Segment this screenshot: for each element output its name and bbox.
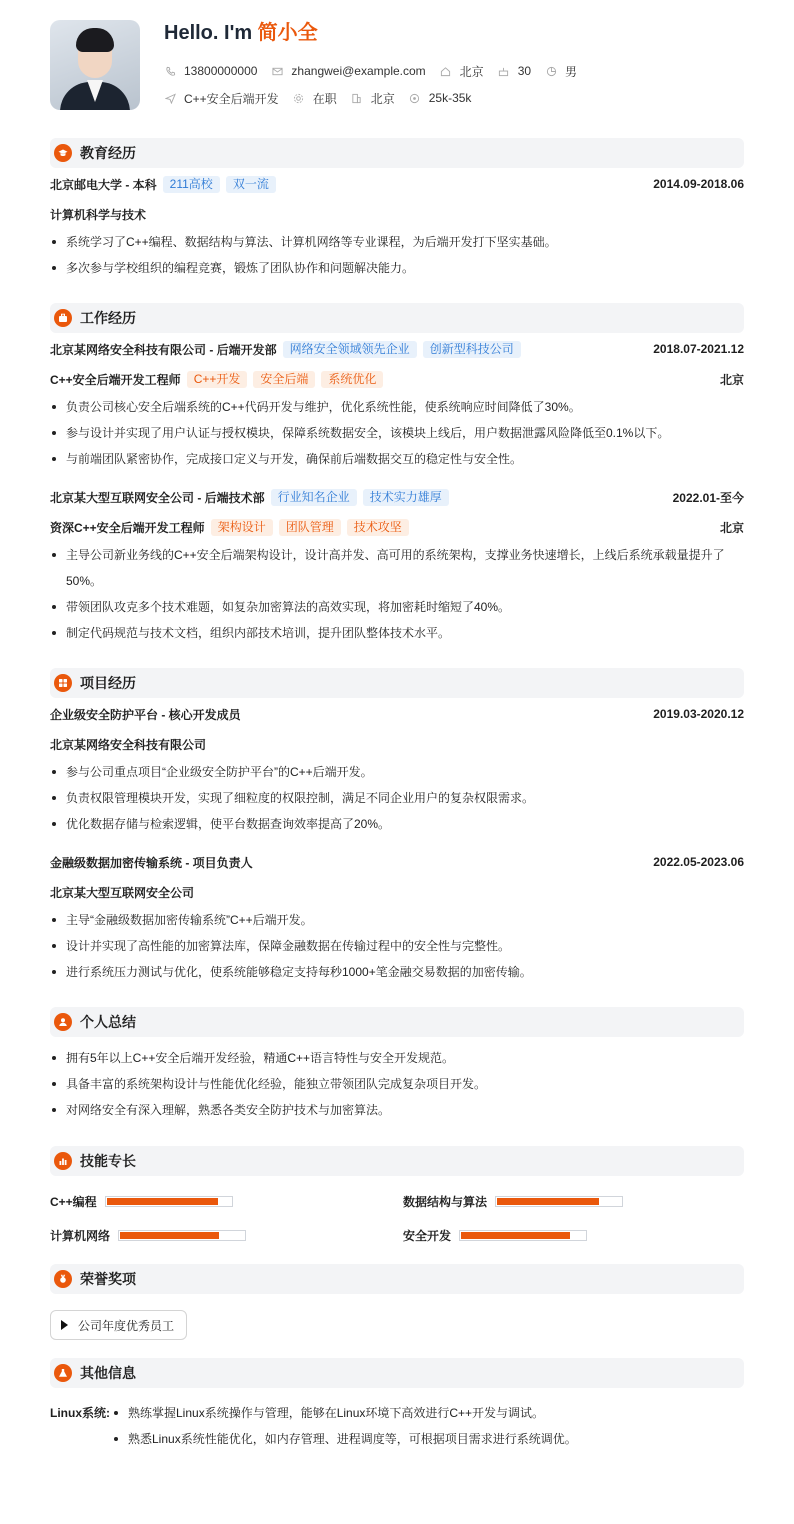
position-item: C++安全后端开发	[164, 90, 279, 107]
job-role-row	[50, 364, 744, 394]
list-item: 参与公司重点项目“企业级安全防护平台”的C++后端开发。	[50, 759, 744, 785]
project-bullets	[50, 759, 744, 837]
school-name: 北京邮电大学 - 本科	[50, 177, 157, 192]
job-location: 北京	[719, 520, 744, 535]
list-item: 进行系统压力测试与优化，使系统能够稳定支持每秒1000+笔金融交易数据的加密传输。	[50, 959, 744, 985]
list-item: 负责公司核心安全后端系统的C++代码开发与维护，优化系统性能，使系统响应时间降低了30%。	[50, 394, 744, 420]
skill-bar	[118, 1230, 246, 1241]
avatar	[50, 20, 140, 110]
role-tag: 团队管理	[279, 519, 341, 536]
gender-icon	[545, 65, 557, 77]
list-item: 负责权限管理模块开发，实现了细粒度的权限控制，满足不同企业用户的复杂权限需求。	[50, 785, 744, 811]
job-role: 资深C++安全后端开发工程师	[50, 520, 205, 535]
job-role-row	[50, 512, 744, 542]
city-item: 北京	[351, 90, 395, 107]
education-section	[50, 169, 744, 281]
project-row	[50, 847, 744, 877]
company-name: 北京某大型互联网安全公司 - 后端技术部	[50, 490, 265, 505]
job-bullets	[50, 542, 744, 646]
list-item: 拥有5年以上C++安全后端开发经验，精通C++语言特性与安全开发规范。	[50, 1045, 744, 1071]
personal-info	[164, 20, 591, 111]
job-period: 2018.07-2021.12	[653, 342, 744, 356]
company-name: 北京某网络安全科技有限公司 - 后端开发部	[50, 342, 277, 357]
school-tag: 双一流	[226, 176, 276, 193]
candidate-name: 简小全	[257, 22, 318, 44]
flask-icon	[54, 1364, 72, 1382]
company-tag: 技术实力雄厚	[363, 489, 449, 506]
projects-section-header	[50, 668, 744, 698]
list-item: 主导公司新业务线的C++安全后端架构设计，设计高并发、高可用的系统架构，支撑业务快速增长，上线后系统承载量提升了50%。	[50, 542, 744, 594]
role-tag: C++开发	[187, 371, 248, 388]
list-item: 与前端团队紧密协作，完成接口定义与开发，确保前后端数据交互的稳定性与安全性。	[50, 446, 744, 472]
other-bullets	[112, 1400, 577, 1452]
grid-icon	[54, 674, 72, 692]
major-row	[50, 199, 744, 229]
skill-item	[50, 1190, 403, 1212]
resume-header	[50, 20, 744, 138]
skill-name: 计算机网络	[50, 1228, 111, 1243]
work-section-header	[50, 303, 744, 333]
greeting-title: Hello. I'm 简小全	[164, 22, 318, 44]
skill-item	[403, 1224, 744, 1246]
skill-bar-fill	[497, 1198, 599, 1205]
project-org-row	[50, 729, 744, 759]
education-row	[50, 169, 744, 199]
skill-bar	[495, 1196, 623, 1207]
section-title: 其他信息	[80, 1365, 136, 1381]
job-bullets	[50, 394, 744, 472]
project-name: 企业级安全防护平台 - 核心开发成员	[50, 707, 241, 722]
education-bullets	[50, 229, 744, 281]
skill-item	[50, 1224, 403, 1246]
section-title: 教育经历	[80, 145, 136, 161]
play-icon	[61, 1320, 68, 1330]
bar-chart-icon	[54, 1152, 72, 1170]
section-title: 技能专长	[80, 1153, 136, 1169]
send-icon	[164, 92, 176, 104]
project-row	[50, 699, 744, 729]
list-item: 熟悉Linux系统性能优化，如内存管理、进程调度等，可根据项目需求进行系统调优。	[112, 1426, 577, 1452]
list-item: 设计并实现了高性能的加密算法库，保障金融数据在传输过程中的安全性与完整性。	[50, 933, 744, 959]
skill-name: 安全开发	[403, 1228, 452, 1243]
email-item: zhangwei@example.com	[271, 64, 425, 78]
project-org: 北京某大型互联网安全公司	[50, 885, 195, 900]
skill-bar	[459, 1230, 587, 1241]
education-section-header	[50, 138, 744, 168]
award-label: 公司年度优秀员工	[78, 1318, 175, 1333]
work-section	[50, 334, 744, 646]
role-tag: 系统优化	[321, 371, 383, 388]
role-tag: 技术攻坚	[347, 519, 409, 536]
salary-item: 25k-35k	[409, 91, 472, 105]
briefcase-icon	[54, 309, 72, 327]
company-tag: 网络安全领域领先企业	[283, 341, 417, 358]
section-title: 荣誉奖项	[80, 1271, 136, 1287]
mail-icon	[271, 65, 283, 77]
coin-icon	[409, 92, 421, 104]
project-period: 2019.03-2020.12	[653, 707, 744, 721]
project-name: 金融级数据加密传输系统 - 项目负责人	[50, 855, 253, 870]
skills-grid	[50, 1188, 744, 1246]
honors-section	[50, 1310, 744, 1340]
user-icon	[54, 1013, 72, 1031]
skill-bar-fill	[107, 1198, 219, 1205]
cake-icon	[498, 65, 510, 77]
other-section	[50, 1400, 744, 1452]
project-period: 2022.05-2023.06	[653, 855, 744, 869]
gender-item: 男	[545, 63, 577, 80]
skill-bar-fill	[461, 1232, 570, 1239]
list-item: 具备丰富的系统架构设计与性能优化经验，能独立带领团队完成复杂项目开发。	[50, 1071, 744, 1097]
honors-section-header	[50, 1264, 744, 1294]
section-title: 工作经历	[80, 310, 136, 326]
phone-item: 13800000000	[164, 64, 257, 78]
list-item: 带领团队攻克多个技术难题，如复杂加密算法的高效实现，将加密耗时缩短了40%。	[50, 594, 744, 620]
section-title: 个人总结	[80, 1014, 136, 1030]
project-org: 北京某网络安全科技有限公司	[50, 737, 207, 752]
education-period: 2014.09-2018.06	[653, 177, 744, 191]
job-company-row	[50, 334, 744, 364]
company-tag: 行业知名企业	[271, 489, 357, 506]
job-company-row	[50, 482, 744, 512]
list-item: 熟练掌握Linux系统操作与管理，能够在Linux环境下高效进行C++开发与调试。	[112, 1400, 577, 1426]
skill-name: C++编程	[50, 1194, 97, 1209]
award-item[interactable]	[50, 1310, 187, 1340]
role-tag: 安全后端	[253, 371, 315, 388]
list-item: 系统学习了C++编程、数据结构与算法、计算机网络等专业课程，为后端开发打下坚实基础。	[50, 229, 744, 255]
job-intent-row	[164, 85, 591, 111]
project-org-row	[50, 877, 744, 907]
skill-name: 数据结构与算法	[403, 1194, 488, 1209]
gear-icon	[293, 92, 305, 104]
building-icon	[351, 92, 363, 104]
summary-section-header	[50, 1007, 744, 1037]
list-item: 制定代码规范与技术文档，组织内部技术培训，提升团队整体技术水平。	[50, 620, 744, 646]
projects-section	[50, 699, 744, 985]
job-location: 北京	[719, 372, 744, 387]
list-item: 主导“金融级数据加密传输系统”C++后端开发。	[50, 907, 744, 933]
job-period: 2022.01-至今	[672, 490, 744, 505]
list-item: 多次参与学校组织的编程竞赛，锻炼了团队协作和问题解决能力。	[50, 255, 744, 281]
skill-bar-fill	[120, 1232, 219, 1239]
role-tag: 架构设计	[211, 519, 273, 536]
summary-bullets	[50, 1045, 744, 1123]
list-item: 对网络安全有深入理解，熟悉各类安全防护技术与加密算法。	[50, 1097, 744, 1123]
section-title: 项目经历	[80, 675, 136, 691]
hometown-item: 北京	[440, 63, 484, 80]
other-section-header	[50, 1358, 744, 1388]
age-item: 30	[498, 64, 531, 78]
skill-item	[403, 1190, 744, 1212]
skills-section-header	[50, 1146, 744, 1176]
other-label: Linux系统:	[50, 1406, 110, 1420]
list-item: 参与设计并实现了用户认证与授权模块，保障系统数据安全，该模块上线后，用户数据泄露风险降低至0.1%以下。	[50, 420, 744, 446]
medal-icon	[54, 1270, 72, 1288]
major: 计算机科学与技术	[50, 207, 147, 222]
school-tag: 211高校	[163, 176, 220, 193]
phone-icon	[164, 65, 176, 77]
contact-row	[164, 58, 591, 84]
company-tag: 创新型科技公司	[423, 341, 521, 358]
job-role: C++安全后端开发工程师	[50, 372, 181, 387]
skill-bar	[105, 1196, 233, 1207]
project-bullets	[50, 907, 744, 985]
status-item: 在职	[293, 90, 337, 107]
home-icon	[440, 65, 452, 77]
graduation-cap-icon	[54, 144, 72, 162]
list-item: 优化数据存储与检索逻辑，使平台数据查询效率提高了20%。	[50, 811, 744, 837]
